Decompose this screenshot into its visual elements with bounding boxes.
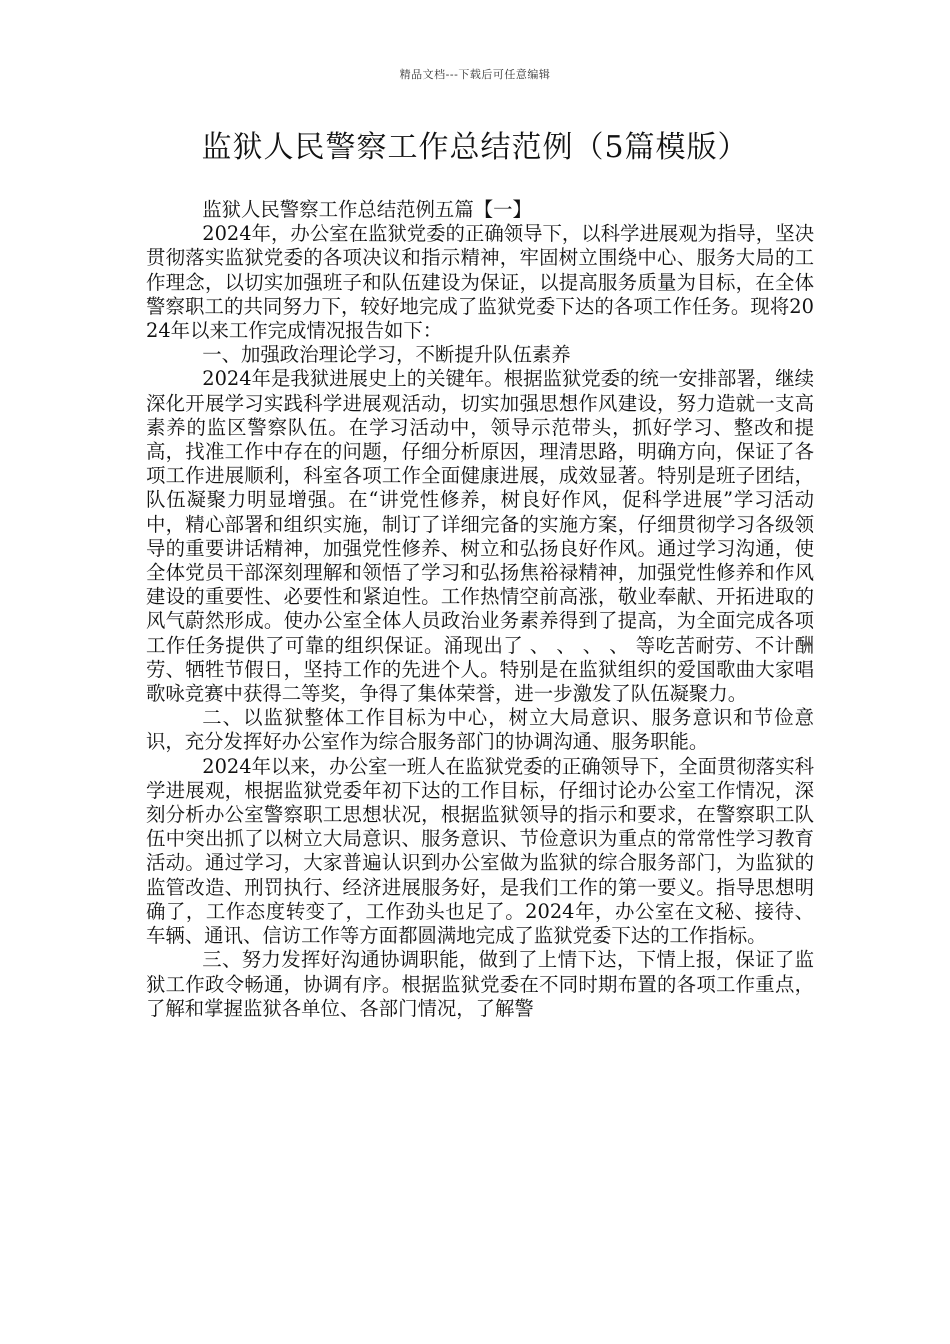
section-heading: 一、加强政治理论学习，不断提升队伍素养 — [202, 343, 571, 367]
body-paragraph: 三、努力发挥好沟通协调职能，做到了上情下达，下情上报，保证了监狱工作政令畅通，协调有序。根据监狱党委在不同时期布置的各项工作重点，了解和掌握监狱各单位、各部门情况，了解警 — [146, 948, 814, 1020]
section-heading: 二、以监狱整体工作目标为中心，树立大局意识、服务意识和节俭意识，充分发挥好办公室作为综合服务部门的协调沟通、服务职能。 — [146, 706, 814, 754]
body-paragraph: 2024年是我狱进展史上的关键年。根据监狱党委的统一安排部署，继续深化开展学习实践科学进展观活动，切实加强思想作风建设，努力造就一支高素养的监区警察队伍。在学习活动中，领导示范带头，抓好学习、整改和提高，找准工作中存在的问题，仔细分析原因，理清思路，明确方向，保证了各项工作进展顺利，科室各项工作全面健康进展，成效显著。特别是班子团结，队伍凝聚力明显增强。在“讲党性修养，树良好作风，促科学进展”学习活动中，精心部署和组织实施，制订了详细完备的实施方案，仔细贯彻学习各级领导的重要讲话精神，加强党性修养、树立和弘扬良好作风。通过学习沟通，使全体党员干部深刻理解和领悟了学习和弘扬焦裕禄精神，加强党性修养和作风建设的重要性、必要性和紧迫性。工作热情空前高涨，敬业奉献、开拓进取的风气蔚然形成。使办公室全体人员政治业务素养得到了提高，为全面完成各项工作任务提供了可靠的组织保证。涌现出了 、 、 、 、 等吃苦耐劳、不计酬劳、牺牲节假日，坚持工作的先进个人。特别是在监狱组织的爱国歌曲大家唱歌咏竞赛中获得二等奖，争得了集体荣誉，进一步激发了队伍凝聚力。 — [146, 367, 814, 706]
body-paragraph: 2024年，办公室在监狱党委的正确领导下，以科学进展观为指导，坚决贯彻落实监狱党委的各项决议和指示精神，牢固树立围绕中心、服务大局的工作理念，以切实加强班子和队伍建设为保证，以提高服务质量为目标，在全体警察职工的共同努力下，较好地完成了监狱党委下达的各项工作任务。现将2024年以来工作完成情况报告如下： — [146, 222, 814, 343]
header-note: 精品文档---下载后可任意编辑 — [399, 68, 551, 81]
body-paragraph: 2024年以来，办公室一班人在监狱党委的正确领导下，全面贯彻落实科学进展观，根据监狱党委年初下达的工作目标，仔细讨论办公室工作情况，深刻分析办公室警察职工思想状况，根据监狱领导的指示和要求，在警察职工队伍中突出抓了以树立大局意识、服务意识、节俭意识为重点的常常性学习教育活动。通过学习，大家普遍认识到办公室做为监狱的综合服务部门，为监狱的监管改造、刑罚执行、经济进展服务好，是我们工作的第一要义。指导思想明确了，工作态度转变了，工作劲头也足了。2024年，办公室在文秘、接待、车辆、通讯、信访工作等方面都圆满地完成了监狱党委下达的工作指标。 — [146, 754, 814, 948]
document-title: 监狱人民警察工作总结范例（5篇模版） — [201, 130, 749, 165]
section-heading: 监狱人民警察工作总结范例五篇【一】 — [202, 198, 532, 221]
document-body — [146, 198, 814, 1021]
